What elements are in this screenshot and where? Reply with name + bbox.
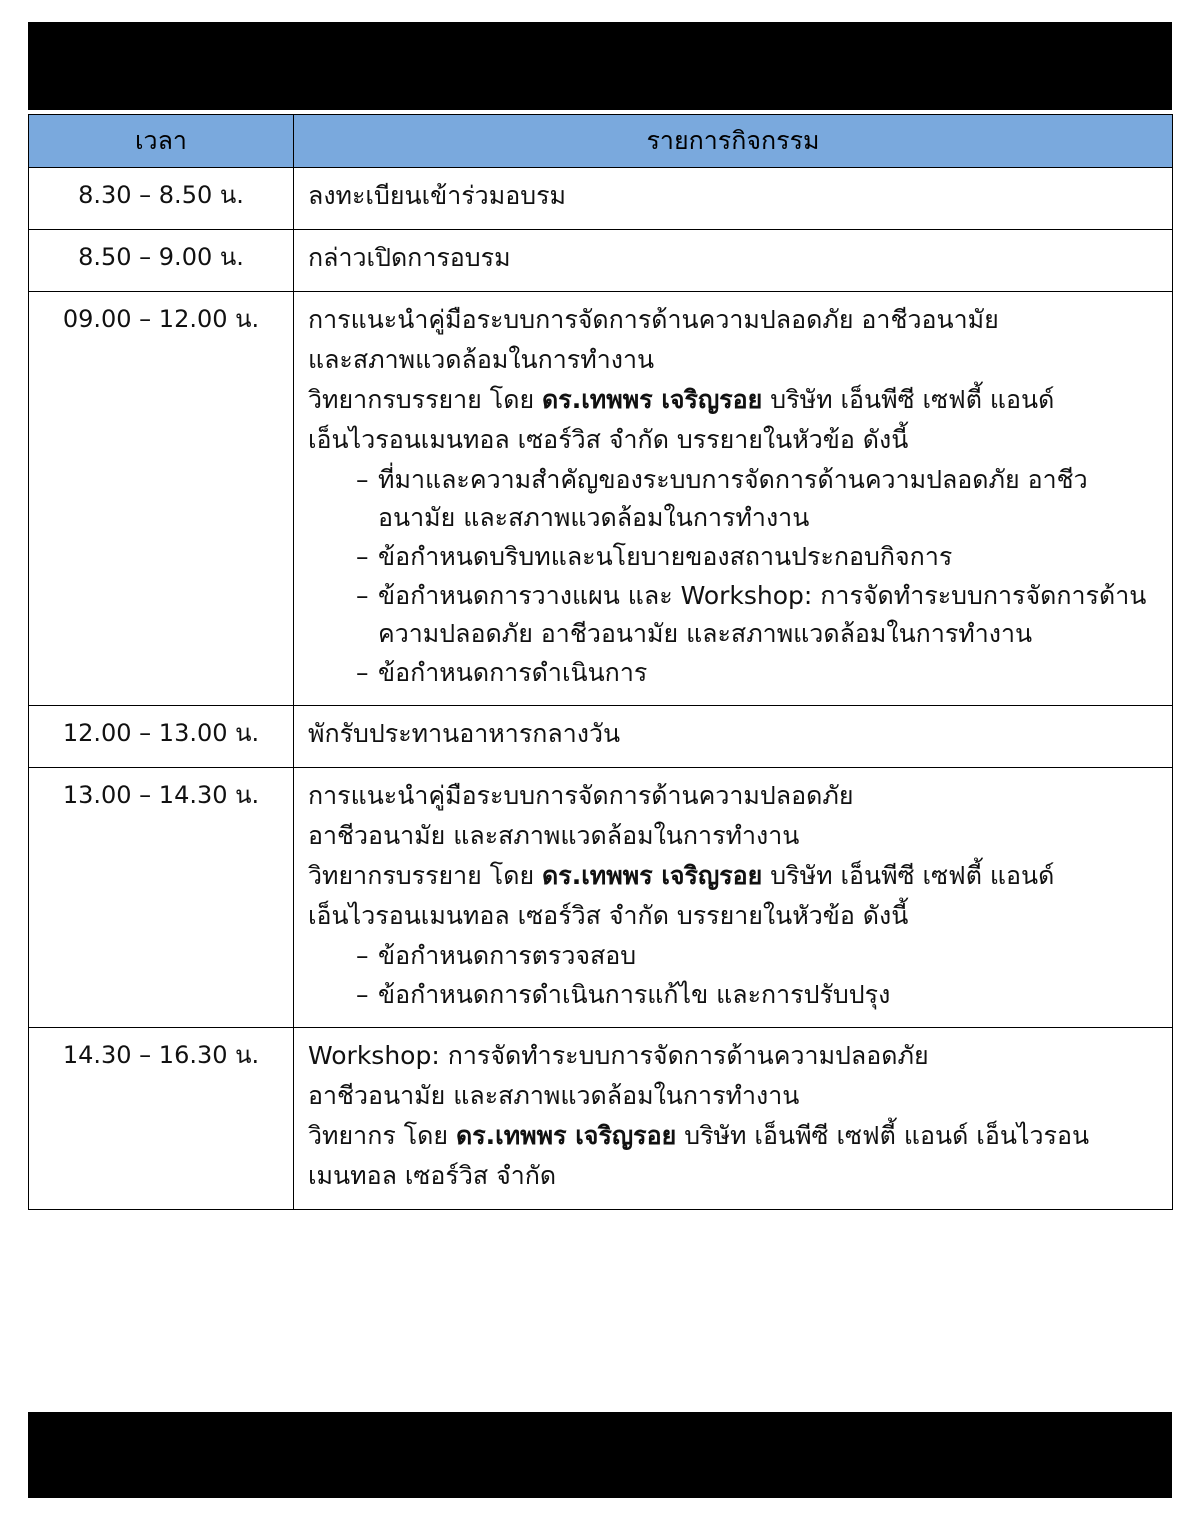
schedule-table: [28, 114, 1173, 1210]
speaker-name: ดร.เทพพร เจริญรอย: [542, 385, 763, 414]
activity-text: การแนะนำคู่มือระบบการจัดการด้านความปลอดภัย อาชีวอนามัย: [308, 305, 999, 334]
cell-activity: [294, 230, 1173, 292]
activity-line: [308, 897, 1158, 935]
activity-line: [308, 341, 1158, 379]
cell-activity: [294, 706, 1173, 768]
table-row: [29, 768, 1173, 1028]
activity-line: [308, 381, 1158, 419]
table-row: [29, 292, 1173, 706]
table-row: [29, 230, 1173, 292]
speaker-name: ดร.เทพพร เจริญรอย: [455, 1121, 677, 1150]
activity-bullet-item: – ข้อกำหนดการดำเนินการ: [356, 654, 1158, 692]
activity-text: วิทยากรบรรยาย โดย: [308, 861, 543, 890]
column-header-activity: รายการกิจกรรม: [294, 115, 1173, 168]
activity-line: [308, 421, 1158, 459]
activity-text: บริษัท เอ็นพีซี เซฟตี้ แอนด์ เอ็นไวรอน: [676, 1121, 1090, 1150]
activity-text: อาชีวอนามัย และสภาพแวดล้อมในการทำงาน: [308, 1081, 800, 1110]
activity-line: [308, 817, 1158, 855]
activity-line: [308, 177, 1158, 215]
activity-text: การแนะนำคู่มือระบบการจัดการด้านความปลอดภัย: [308, 781, 854, 810]
activity-text: Workshop:: [308, 1041, 448, 1070]
activity-line: [308, 1077, 1158, 1115]
table-row: [29, 1028, 1173, 1210]
cell-time: 09.00 – 12.00 น.: [29, 292, 294, 706]
column-header-time: เวลา: [29, 115, 294, 168]
speaker-name: ดร.เทพพร เจริญรอย: [542, 861, 763, 890]
table-row: [29, 706, 1173, 768]
bottom-black-band: [28, 1412, 1172, 1498]
table-body: [29, 168, 1173, 1210]
table-header: [29, 115, 1173, 168]
activity-text: บริษัท เอ็นพีซี เซฟตี้ แอนด์: [762, 861, 1055, 890]
activity-line: [308, 1117, 1158, 1155]
activity-line: [308, 715, 1158, 753]
cell-time: 8.30 – 8.50 น.: [29, 168, 294, 230]
activity-line: [308, 777, 1158, 815]
activity-text: และสภาพแวดล้อมในการทำงาน: [308, 345, 655, 374]
activity-line: [308, 857, 1158, 895]
cell-activity: [294, 292, 1173, 706]
activity-line: [308, 239, 1158, 277]
activity-text: วิทยากรบรรยาย โดย: [308, 385, 543, 414]
activity-text: พักรับประทานอาหารกลางวัน: [308, 719, 621, 748]
activity-text: บริษัท เอ็นพีซี เซฟตี้ แอนด์: [762, 385, 1055, 414]
activity-bullet-item: – ที่มาและความสำคัญของระบบการจัดการด้านความปลอดภัย อาชีวอนามัย และสภาพแวดล้อมในการทำงาน: [356, 461, 1158, 537]
activity-bullet-item: – ข้อกำหนดการดำเนินการแก้ไข และการปรับปรุง: [356, 976, 1158, 1014]
activity-text: เอ็นไวรอนเมนทอล เซอร์วิส จำกัด บรรยายในหัวข้อ ดังนี้: [308, 425, 909, 454]
table-header-row: [29, 115, 1173, 168]
activity-text: อาชีวอนามัย และสภาพแวดล้อมในการทำงาน: [308, 821, 800, 850]
activity-line: [308, 1037, 1158, 1075]
activity-line: [308, 1157, 1158, 1195]
activity-text: วิทยากร โดย: [308, 1121, 456, 1150]
cell-activity: [294, 768, 1173, 1028]
activity-text: เอ็นไวรอนเมนทอล เซอร์วิส จำกัด บรรยายในหัวข้อ ดังนี้: [308, 901, 909, 930]
activity-bullet-item: – ข้อกำหนดการวางแผน และ Workshop: การจัดทำระบบการจัดการด้านความปลอดภัย อาชีวอนามัย และสภาพแวดล้อมในการทำงาน: [356, 577, 1158, 653]
activity-text: กล่าวเปิดการอบรม: [308, 243, 511, 272]
cell-time: 13.00 – 14.30 น.: [29, 768, 294, 1028]
activity-bullet-item: – ข้อกำหนดการตรวจสอบ: [356, 937, 1158, 975]
activity-text: ลงทะเบียนเข้าร่วมอบรม: [308, 181, 566, 210]
activity-bullet-item: – ข้อกำหนดบริบทและนโยบายของสถานประกอบกิจการ: [356, 538, 1158, 576]
top-black-band: [28, 22, 1172, 110]
activity-bullet-list: [308, 937, 1158, 1014]
activity-bullet-list: [308, 461, 1158, 692]
cell-time: 12.00 – 13.00 น.: [29, 706, 294, 768]
activity-line: [308, 301, 1158, 339]
cell-activity: [294, 1028, 1173, 1210]
activity-text: การจัดทำระบบการจัดการด้านความปลอดภัย: [447, 1041, 929, 1070]
table-row: [29, 168, 1173, 230]
cell-time: 14.30 – 16.30 น.: [29, 1028, 294, 1210]
cell-time: 8.50 – 9.00 น.: [29, 230, 294, 292]
cell-activity: [294, 168, 1173, 230]
activity-text: เมนทอล เซอร์วิส จำกัด: [308, 1161, 557, 1190]
